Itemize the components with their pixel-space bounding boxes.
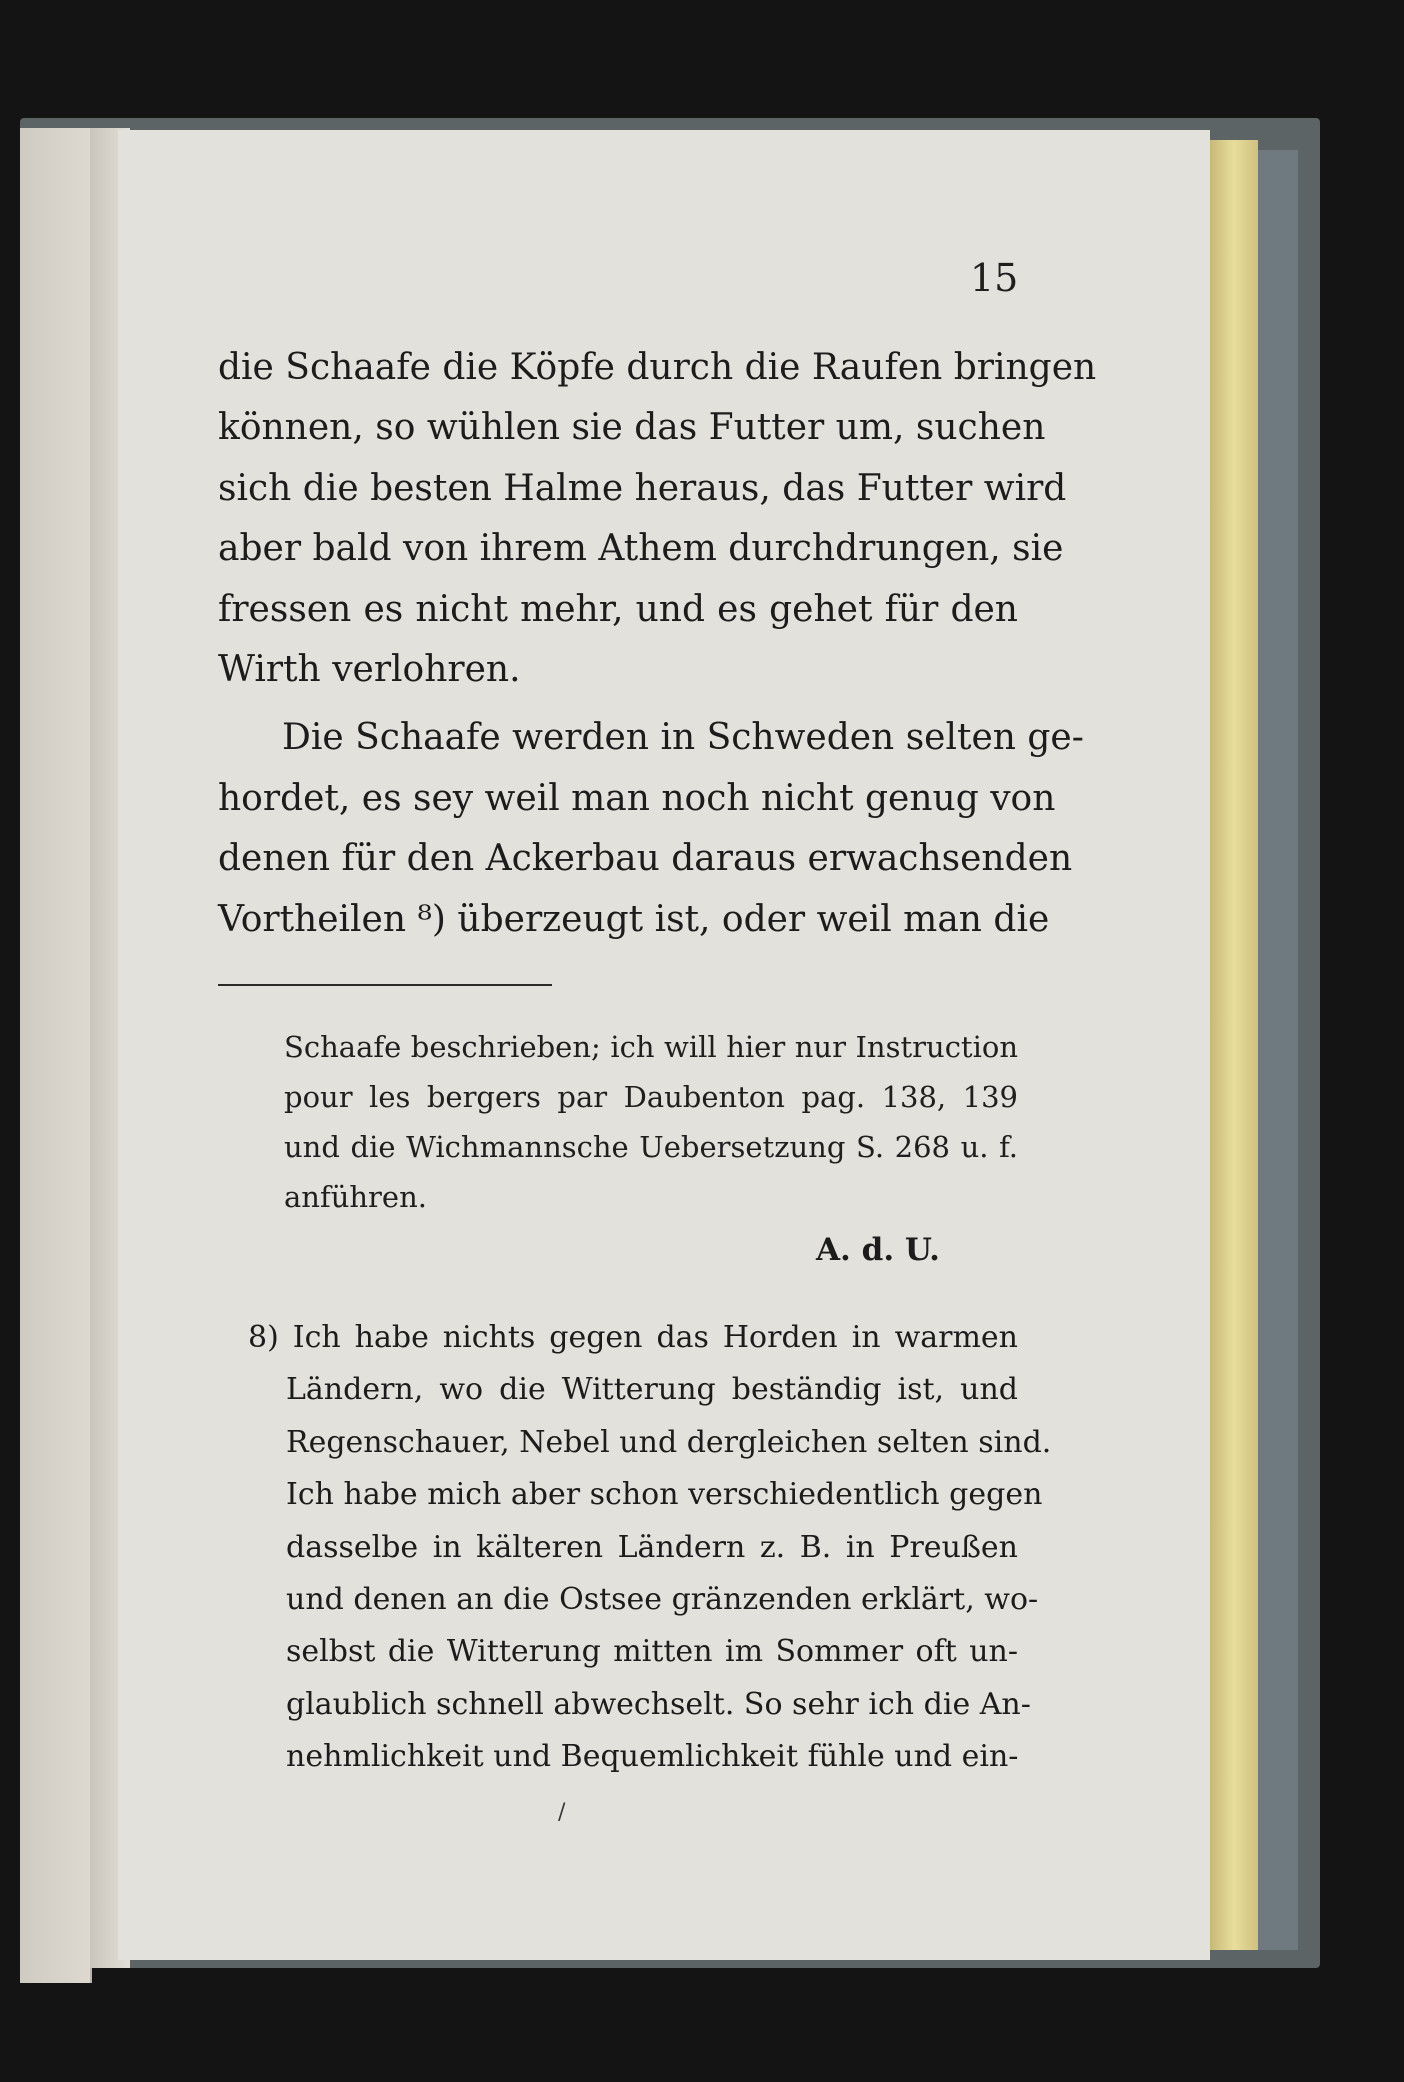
text-line: die Schaafe die Köpfe durch die Raufen bringen <box>218 347 1097 388</box>
footnote-line: Regenschauer, Nebel und dergleichen selten sind. <box>286 1424 1052 1460</box>
text-line: hordet, es sey weil man noch nicht genug von <box>218 777 1056 819</box>
footnote-line: anführen. <box>284 1180 427 1214</box>
footnote-line: 8) Ich habe nichts gegen das Horden in warmen <box>248 1320 1018 1355</box>
footnote-line: und die Wichmannsche Uebersetzung S. 268 u. f. <box>284 1130 1018 1164</box>
text-line: sich die besten Halme heraus, das Futter wird <box>218 467 1067 509</box>
text-line: aber bald von ihrem Athem durchdrungen, sie <box>218 528 1064 570</box>
left-page-edge <box>20 128 92 1983</box>
footnote-line: nehmlichkeit und Bequemlichkeit fühle und ein- <box>286 1739 1019 1775</box>
footnote-line: glaublich schnell abwechselt. So sehr ich die An- <box>286 1686 1031 1722</box>
footnote-signoff: A. d. U. <box>816 1232 940 1268</box>
footnote-line: Ländern, wo die Witterung beständig ist, und <box>286 1372 1018 1408</box>
text-line: Wirth verlohren. <box>218 648 521 690</box>
back-cover-edge <box>1258 150 1298 1950</box>
bottom-mark: / <box>558 1800 566 1825</box>
text-line: Vortheilen ⁸) überzeugt ist, oder weil man die <box>218 898 1050 940</box>
page-block-edge <box>1210 140 1258 1950</box>
footnote-line: Ich habe mich aber schon verschiedentlich gegen <box>286 1477 1043 1513</box>
text-line: denen für den Ackerbau daraus erwachsenden <box>218 838 1073 880</box>
footnote-line: dasselbe in kälteren Ländern z. B. in Preußen <box>286 1529 1018 1565</box>
footnote-line: pour les bergers par Daubenton pag. 138, 139 <box>284 1080 1018 1114</box>
text-line: können, so wühlen sie das Futter um, suchen <box>218 407 1046 449</box>
text-line: fressen es nicht mehr, und es gehet für den <box>218 588 1018 630</box>
footnote-line: und denen an die Ostsee gränzenden erklärt, wo- <box>286 1581 1039 1617</box>
footnote-continuation <box>284 1022 1018 1222</box>
text-line: Die Schaafe werden in Schweden selten ge- <box>282 717 1084 759</box>
footnote-line: Schaafe beschrieben; ich will hier nur Instruction <box>284 1030 1018 1064</box>
footnote-rule <box>218 984 552 986</box>
main-text <box>218 338 1097 950</box>
footnote-8 <box>248 1312 1052 1784</box>
page-number: 15 <box>970 256 1019 300</box>
footnote-line: selbst die Witterung mitten im Sommer oft un- <box>286 1634 1018 1670</box>
